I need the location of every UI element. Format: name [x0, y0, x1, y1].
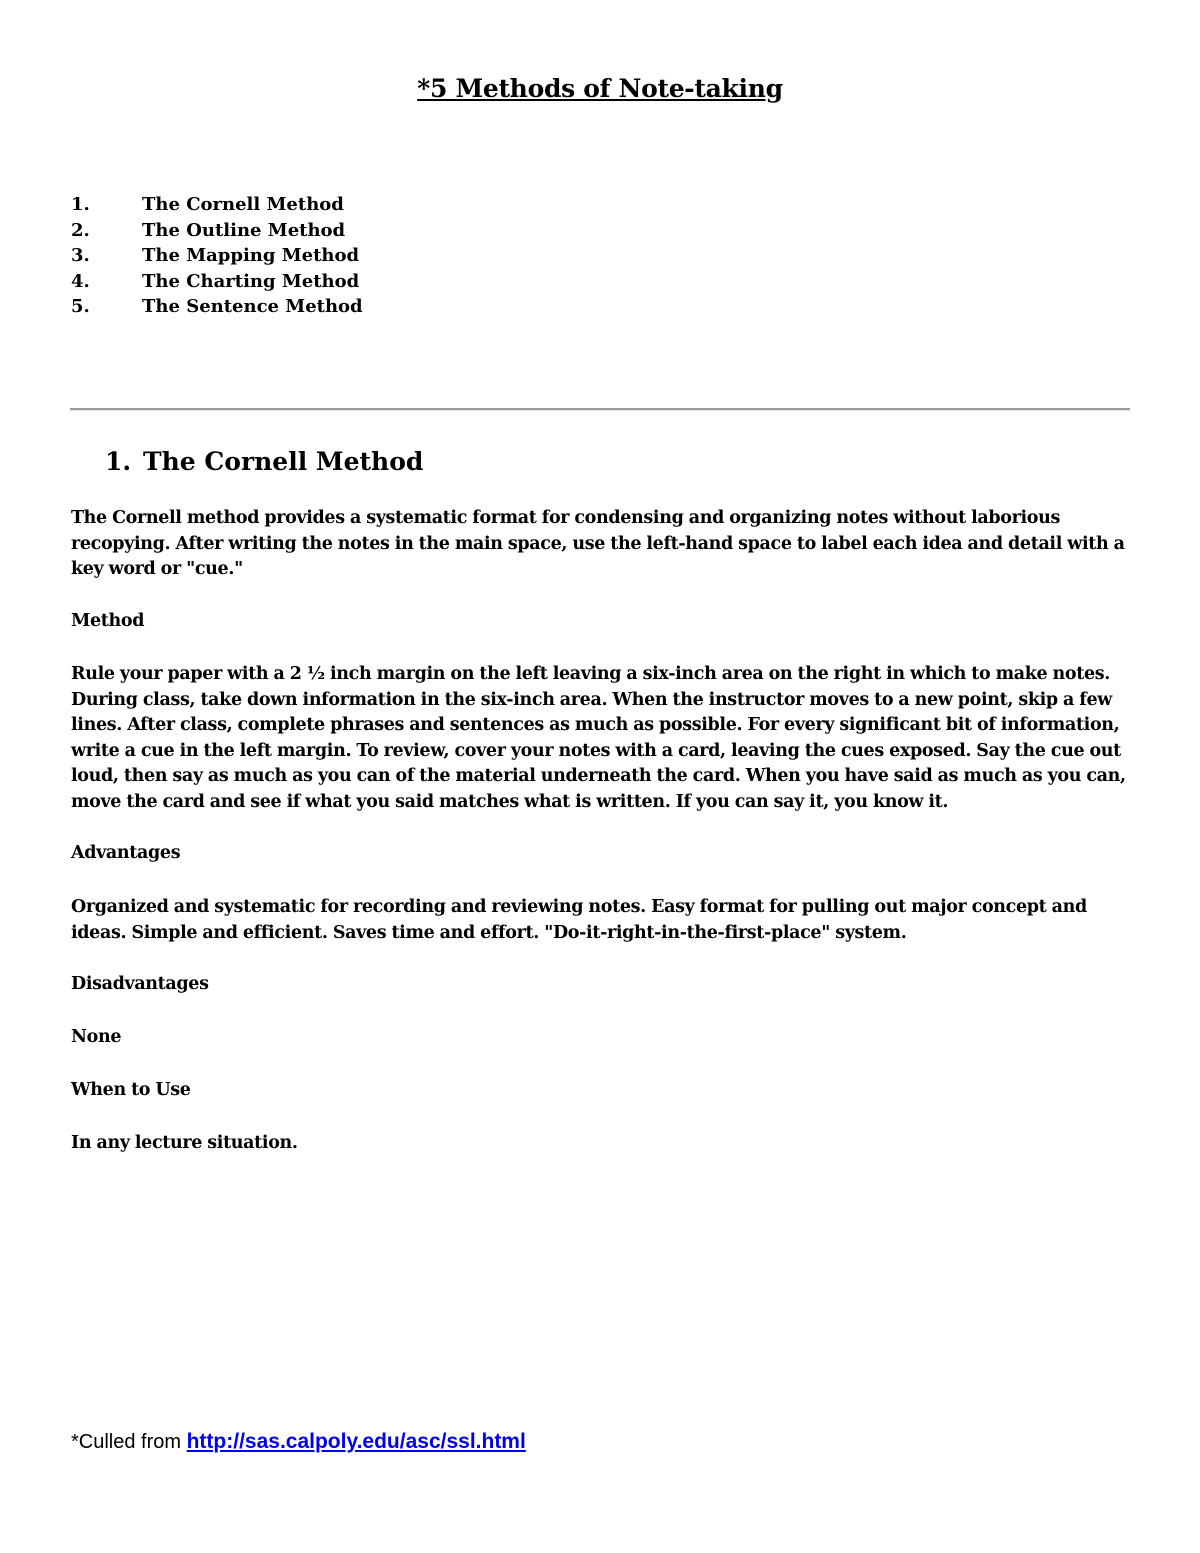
- source-link[interactable]: http://sas.calpoly.edu/asc/ssl.html: [186, 1430, 526, 1453]
- when-to-use-paragraph: In any lecture situation.: [71, 1133, 298, 1153]
- footnote-prefix: *Culled from: [71, 1431, 187, 1453]
- section-title: The Cornell Method: [143, 447, 424, 476]
- intro-paragraph: The Cornell method provides a systematic format for condensing and organizing notes without laborious recopying. After writing the notes in the main space, use the left-hand space to label each idea and detail with a key word or "cue.": [71, 508, 1125, 579]
- source-footnote: [71, 1430, 526, 1454]
- list-item: [71, 294, 363, 320]
- list-item-number: 4.: [71, 270, 90, 292]
- methods-list: [71, 192, 363, 320]
- list-item-number: 2.: [71, 219, 90, 241]
- list-item-label: The Charting Method: [142, 270, 360, 292]
- list-item-label: The Outline Method: [142, 219, 346, 241]
- list-item: [71, 243, 363, 269]
- list-item: [71, 269, 363, 295]
- list-item-number: 1.: [71, 194, 90, 215]
- method-paragraph: Rule your paper with a 2 ½ inch margin on the left leaving a six-inch area on the right in which to make notes. During class, take down information in the six-inch area. When the instructor moves to a new point, skip a few lines. After class, complete phrases and sentences as much as possible. For every significant bit of information, write a cue in the left margin. To review, cover your notes with a card, leaving the cues exposed. Say the cue out loud, then say as much as you can of the material underneath the card. When you have said as much as you can, move the card and see if what you said matches what is written. If you can say it, you know it.: [71, 664, 1126, 812]
- document-title: *5 Methods of Note-taking: [417, 74, 783, 103]
- disadvantages-paragraph: None: [71, 1027, 122, 1047]
- section-heading: [105, 447, 423, 476]
- list-item-label: The Mapping Method: [142, 245, 360, 266]
- list-item: [71, 218, 363, 244]
- section-number: 1.: [105, 447, 132, 476]
- advantages-paragraph: Organized and systematic for recording and reviewing notes. Easy format for pulling out major concept and ideas. Simple and efficient. Saves time and effort. "Do-it-right-in-the-first-place" system.: [71, 897, 1087, 943]
- list-item: [71, 192, 363, 218]
- disadvantages-heading: Disadvantages: [71, 974, 209, 994]
- when-to-use-heading: When to Use: [71, 1080, 191, 1100]
- list-item-number: 5.: [71, 296, 90, 317]
- method-heading: Method: [71, 611, 145, 631]
- advantages-heading: Advantages: [71, 843, 181, 863]
- list-item-label: The Sentence Method: [142, 296, 363, 317]
- list-item-number: 3.: [71, 245, 90, 266]
- list-item-label: The Cornell Method: [142, 194, 344, 215]
- horizontal-divider: [70, 408, 1130, 411]
